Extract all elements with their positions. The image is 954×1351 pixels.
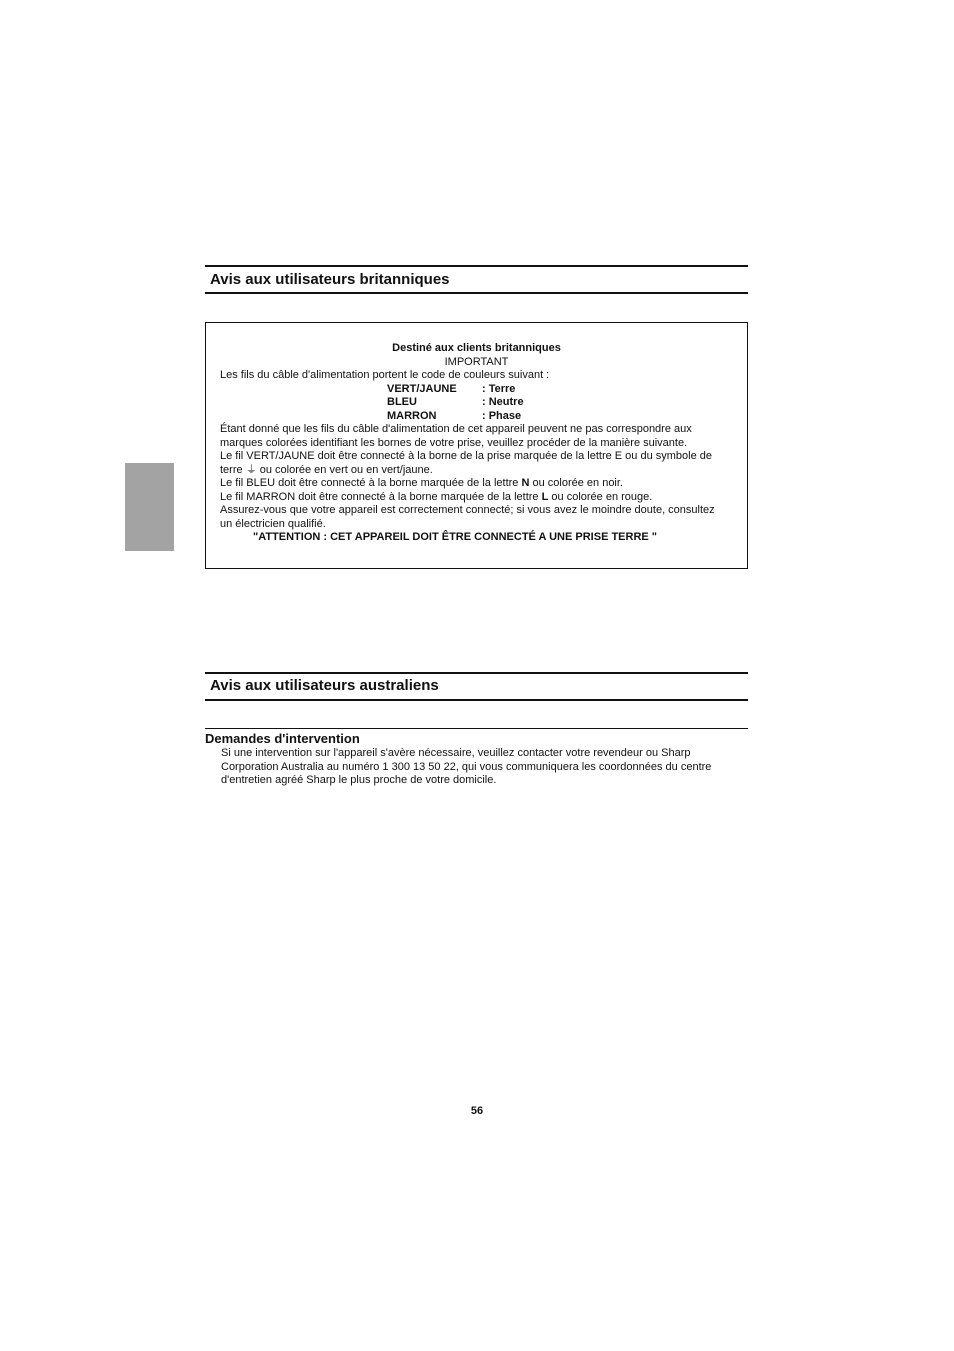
letter-l: L (541, 491, 549, 503)
code-meaning: : Terre (482, 383, 516, 395)
notice-text-part: ou colorée en noir. (529, 477, 623, 489)
earth-symbol-icon: ⏚ (245, 464, 257, 476)
notice-title: Destiné aux clients britanniques (392, 342, 561, 354)
notice-text: un électricien qualifié. (220, 518, 326, 530)
section-heading-au: Avis aux utilisateurs australiens (210, 677, 439, 694)
section-heading-uk: Avis aux utilisateurs britanniques (210, 271, 450, 288)
notice-text (220, 477, 623, 490)
notice-text-part: Le fil BLEU doit être connecté à la borne marquée de la lettre (220, 477, 522, 489)
divider (205, 265, 748, 267)
code-meaning: : Phase (482, 410, 522, 422)
letter-n: N (521, 477, 530, 489)
notice-text (220, 464, 433, 477)
code-color: MARRON (387, 410, 437, 422)
notice-text: Assurez-vous que votre appareil est correctement connecté; si vous avez le moindre doute, consultez (220, 504, 715, 516)
divider (205, 728, 748, 729)
divider (205, 699, 748, 701)
notice-intro: Les fils du câble d'alimentation portent le code de couleurs suivant : (220, 369, 550, 381)
notice-text-part: Le fil MARRON doit être connecté à la borne marquée de la lettre (220, 491, 542, 503)
code-color: VERT/JAUNE (387, 383, 457, 395)
side-tab-marker (125, 463, 174, 551)
notice-text: Le fil VERT/JAUNE doit être connecté à la borne de la prise marquée de la lettre E ou du symbole de (220, 450, 713, 462)
page-number: 56 (470, 1105, 484, 1117)
notice-text-part: ou colorée en vert ou en vert/jaune. (259, 464, 433, 476)
service-text: Si une intervention sur l'appareil s'avère nécessaire, veuillez contacter votre revendeur ou Sharp (221, 747, 691, 759)
subheading-service: Demandes d'intervention (205, 731, 360, 746)
code-color: BLEU (387, 396, 417, 408)
notice-text-part: terre (220, 464, 243, 476)
notice-text (220, 491, 652, 504)
service-text: Corporation Australia au numéro 1 300 13 50 22, qui vous communiquera les coordonnées du centre (221, 761, 712, 773)
notice-warning: "ATTENTION : CET APPAREIL DOIT ÊTRE CONNECTÉ A UNE PRISE TERRE " (253, 531, 658, 543)
code-meaning: : Neutre (482, 396, 524, 408)
notice-text: marques colorées identifiant les bornes de votre prise, veuillez procéder de la manière suivante. (220, 437, 688, 449)
service-text: d'entretien agréé Sharp le plus proche de votre domicile. (221, 774, 497, 786)
notice-text: Étant donné que les fils du câble d'alimentation de cet appareil peuvent ne pas correspondre aux (220, 423, 692, 435)
divider (205, 292, 748, 294)
notice-text-part: ou colorée en rouge. (548, 491, 653, 503)
divider (205, 672, 748, 674)
notice-subtitle: IMPORTANT (444, 356, 509, 368)
